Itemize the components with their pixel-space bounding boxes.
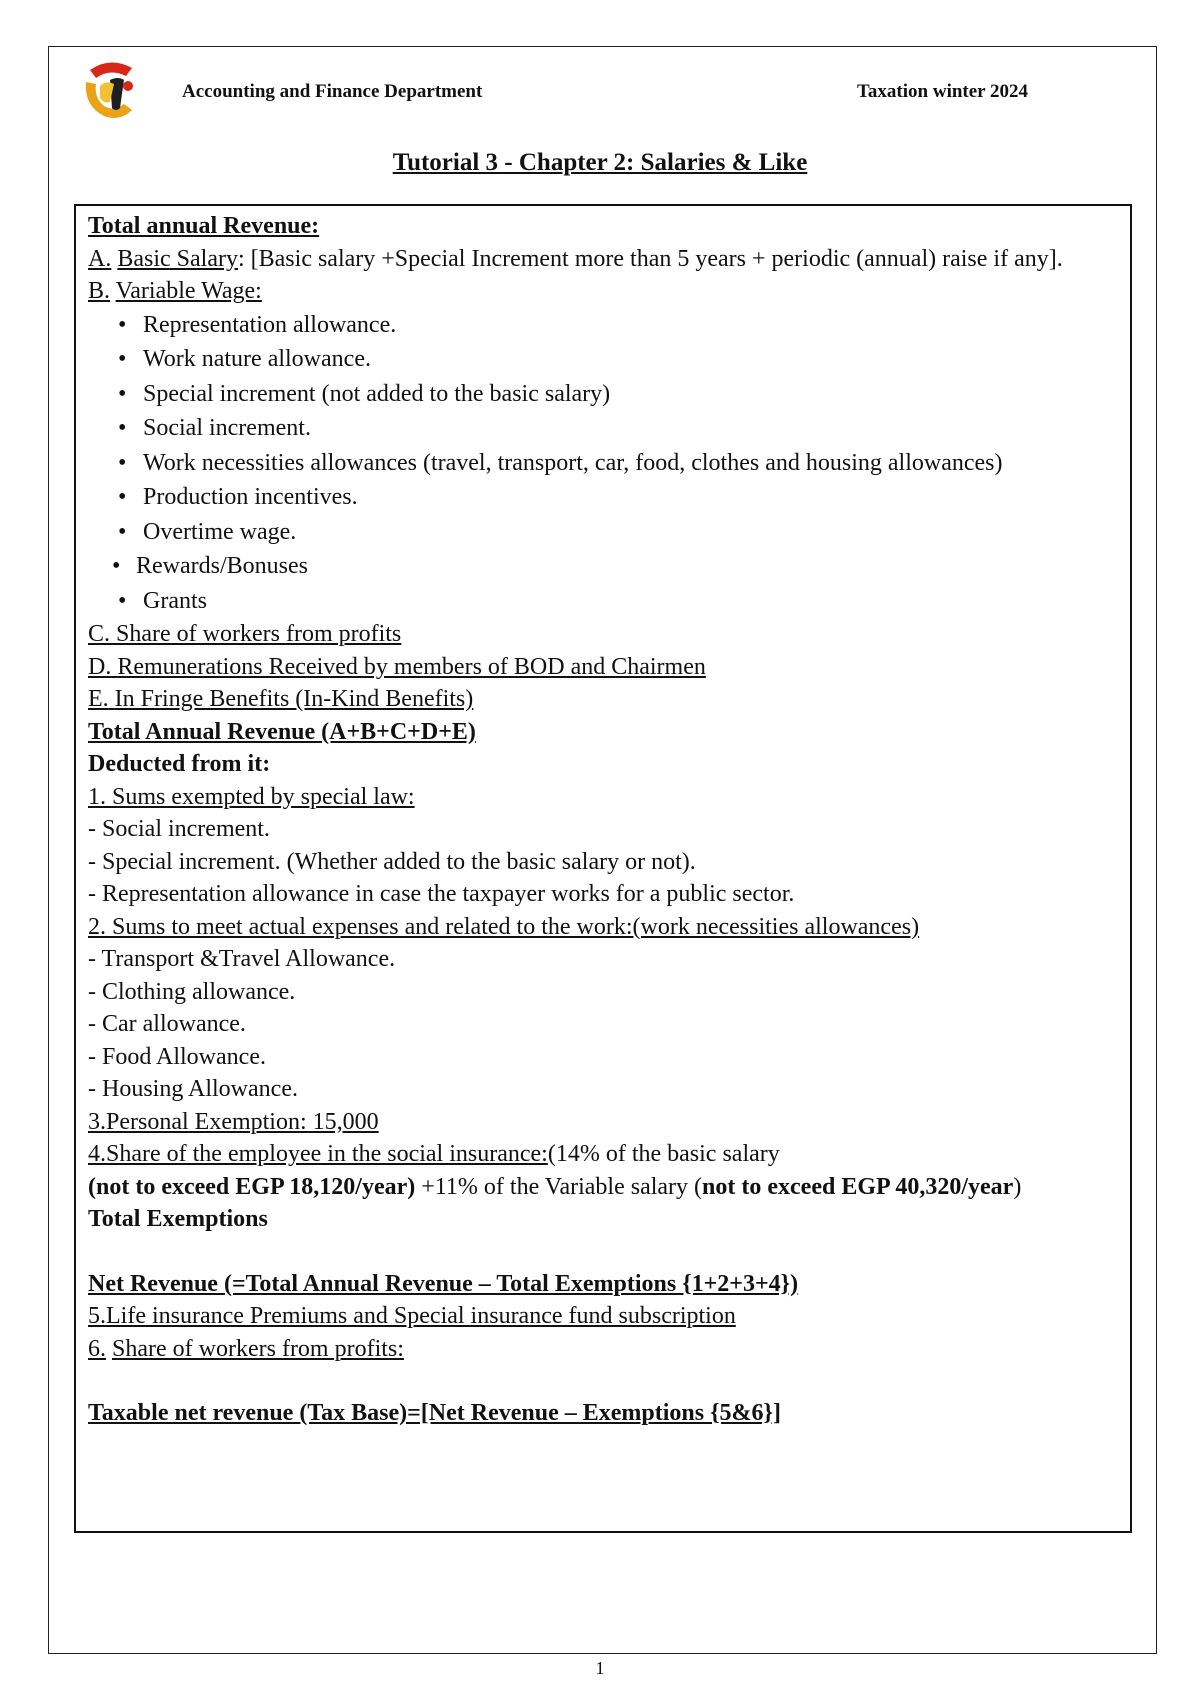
list-item: • Representation allowance.: [118, 308, 1130, 343]
basic-salary-label: Basic Salary: [117, 245, 238, 272]
life-insurance: 5.Life insurance Premiums and Special insurance fund subscription: [88, 1303, 736, 1329]
section-1-num: 1.: [88, 783, 106, 810]
list-item: • Work nature allowance.: [118, 342, 1130, 377]
section-6-heading: [88, 1333, 1130, 1366]
item-d-label: Remunerations Received by members of BOD and Chairmen: [117, 653, 706, 680]
list-item: • Work necessities allowances (travel, transport, car, food, clothes and housing allowances): [118, 446, 1130, 481]
section-2-item: - Housing Allowance.: [88, 1076, 298, 1102]
item-e-label: In Fringe Benefits (In-Kind Benefits): [114, 686, 474, 712]
section-1-item: - Social increment.: [88, 816, 270, 842]
total-annual-revenue: Total Annual Revenue (A+B+C+D+E): [88, 718, 476, 745]
item-e: [88, 683, 1130, 716]
page-title: Tutorial 3 - Chapter 2: Salaries & Like: [392, 149, 808, 176]
section-2-item: - Clothing allowance.: [88, 978, 296, 1005]
section-1-heading: [88, 781, 1130, 814]
item-e-letter: E.: [88, 686, 109, 712]
deductions-heading: Deducted from it:: [88, 751, 271, 777]
list-item: • Special increment (not added to the basic salary): [118, 377, 1130, 412]
section-2-label: Sums to meet actual expenses and related to the work:(work necessities allowances): [112, 913, 920, 940]
social-insurance-line: [88, 1138, 1130, 1203]
social-insurance-text-1: (14% of the basic salary: [547, 1141, 780, 1167]
page-number: 1: [595, 1658, 605, 1678]
item-c-label: Share of workers from profits: [116, 621, 402, 647]
item-a-letter: A.: [88, 245, 112, 272]
list-item: • Production incentives.: [118, 480, 1130, 515]
variable-wage-label: Variable Wage:: [115, 278, 262, 304]
section-2-item: - Car allowance.: [88, 1011, 246, 1037]
section-1-item: - Representation allowance in case the taxpayer works for a public sector.: [88, 881, 795, 907]
basic-salary-line: [88, 243, 1130, 276]
section-6-num: 6.: [88, 1335, 106, 1362]
social-insurance-cap-2: not to exceed EGP 40,320/year: [702, 1173, 1014, 1200]
list-item: • Social increment.: [118, 411, 1130, 446]
section-1-label: Sums exempted by special law:: [112, 783, 415, 810]
term-label: Taxation winter 2024: [857, 81, 1029, 102]
section-2-item: - Transport &Travel Allowance.: [88, 946, 396, 972]
social-insurance-cap-1: (not to exceed EGP 18,120/year): [88, 1173, 416, 1200]
list-item: • Overtime wage.: [118, 515, 1130, 550]
item-d: [88, 651, 1130, 684]
blank-line: [88, 1365, 1130, 1397]
item-c-letter: C.: [88, 621, 111, 647]
department-name: Accounting and Finance Department: [182, 81, 483, 102]
social-insurance-text-2: +11% of the Variable salary (: [415, 1173, 703, 1200]
variable-wage-line: [88, 275, 1130, 308]
list-item: • Grants: [118, 584, 1130, 619]
social-insurance-label: 4.Share of the employee in the social insurance:: [88, 1141, 548, 1167]
revenue-heading: Total annual Revenue:: [88, 213, 320, 239]
blank-line: [88, 1236, 1130, 1268]
section-6-label: Share of workers from profits:: [112, 1335, 404, 1362]
item-c: [88, 618, 1130, 651]
content-box: [74, 204, 1132, 1533]
section-2-heading: [88, 911, 1130, 944]
social-insurance-text-3: ): [1013, 1173, 1022, 1200]
total-exemptions: Total Exemptions: [88, 1206, 268, 1232]
taxable-net-revenue: Taxable net revenue (Tax Base)=[Net Revenue – Exemptions {5&6}]: [88, 1400, 781, 1426]
basic-salary-text: : [Basic salary +Special Increment more than 5 years + periodic (annual) raise if any].: [237, 245, 1063, 272]
net-revenue: Net Revenue (=Total Annual Revenue – Total Exemptions {1+2+3+4}): [88, 1270, 799, 1297]
list-item: • Rewards/Bonuses: [118, 549, 1130, 584]
section-2-num: 2.: [88, 913, 106, 940]
item-b-letter: B.: [88, 278, 111, 304]
variable-wage-list: [88, 308, 1130, 619]
personal-exemption: 3.Personal Exemption: 15,000: [88, 1108, 379, 1135]
section-1-item: - Special increment. (Whether added to the basic salary or not).: [88, 848, 696, 875]
university-logo: [80, 58, 142, 124]
section-2-item: - Food Allowance.: [88, 1043, 266, 1070]
item-d-letter: D.: [88, 653, 112, 680]
